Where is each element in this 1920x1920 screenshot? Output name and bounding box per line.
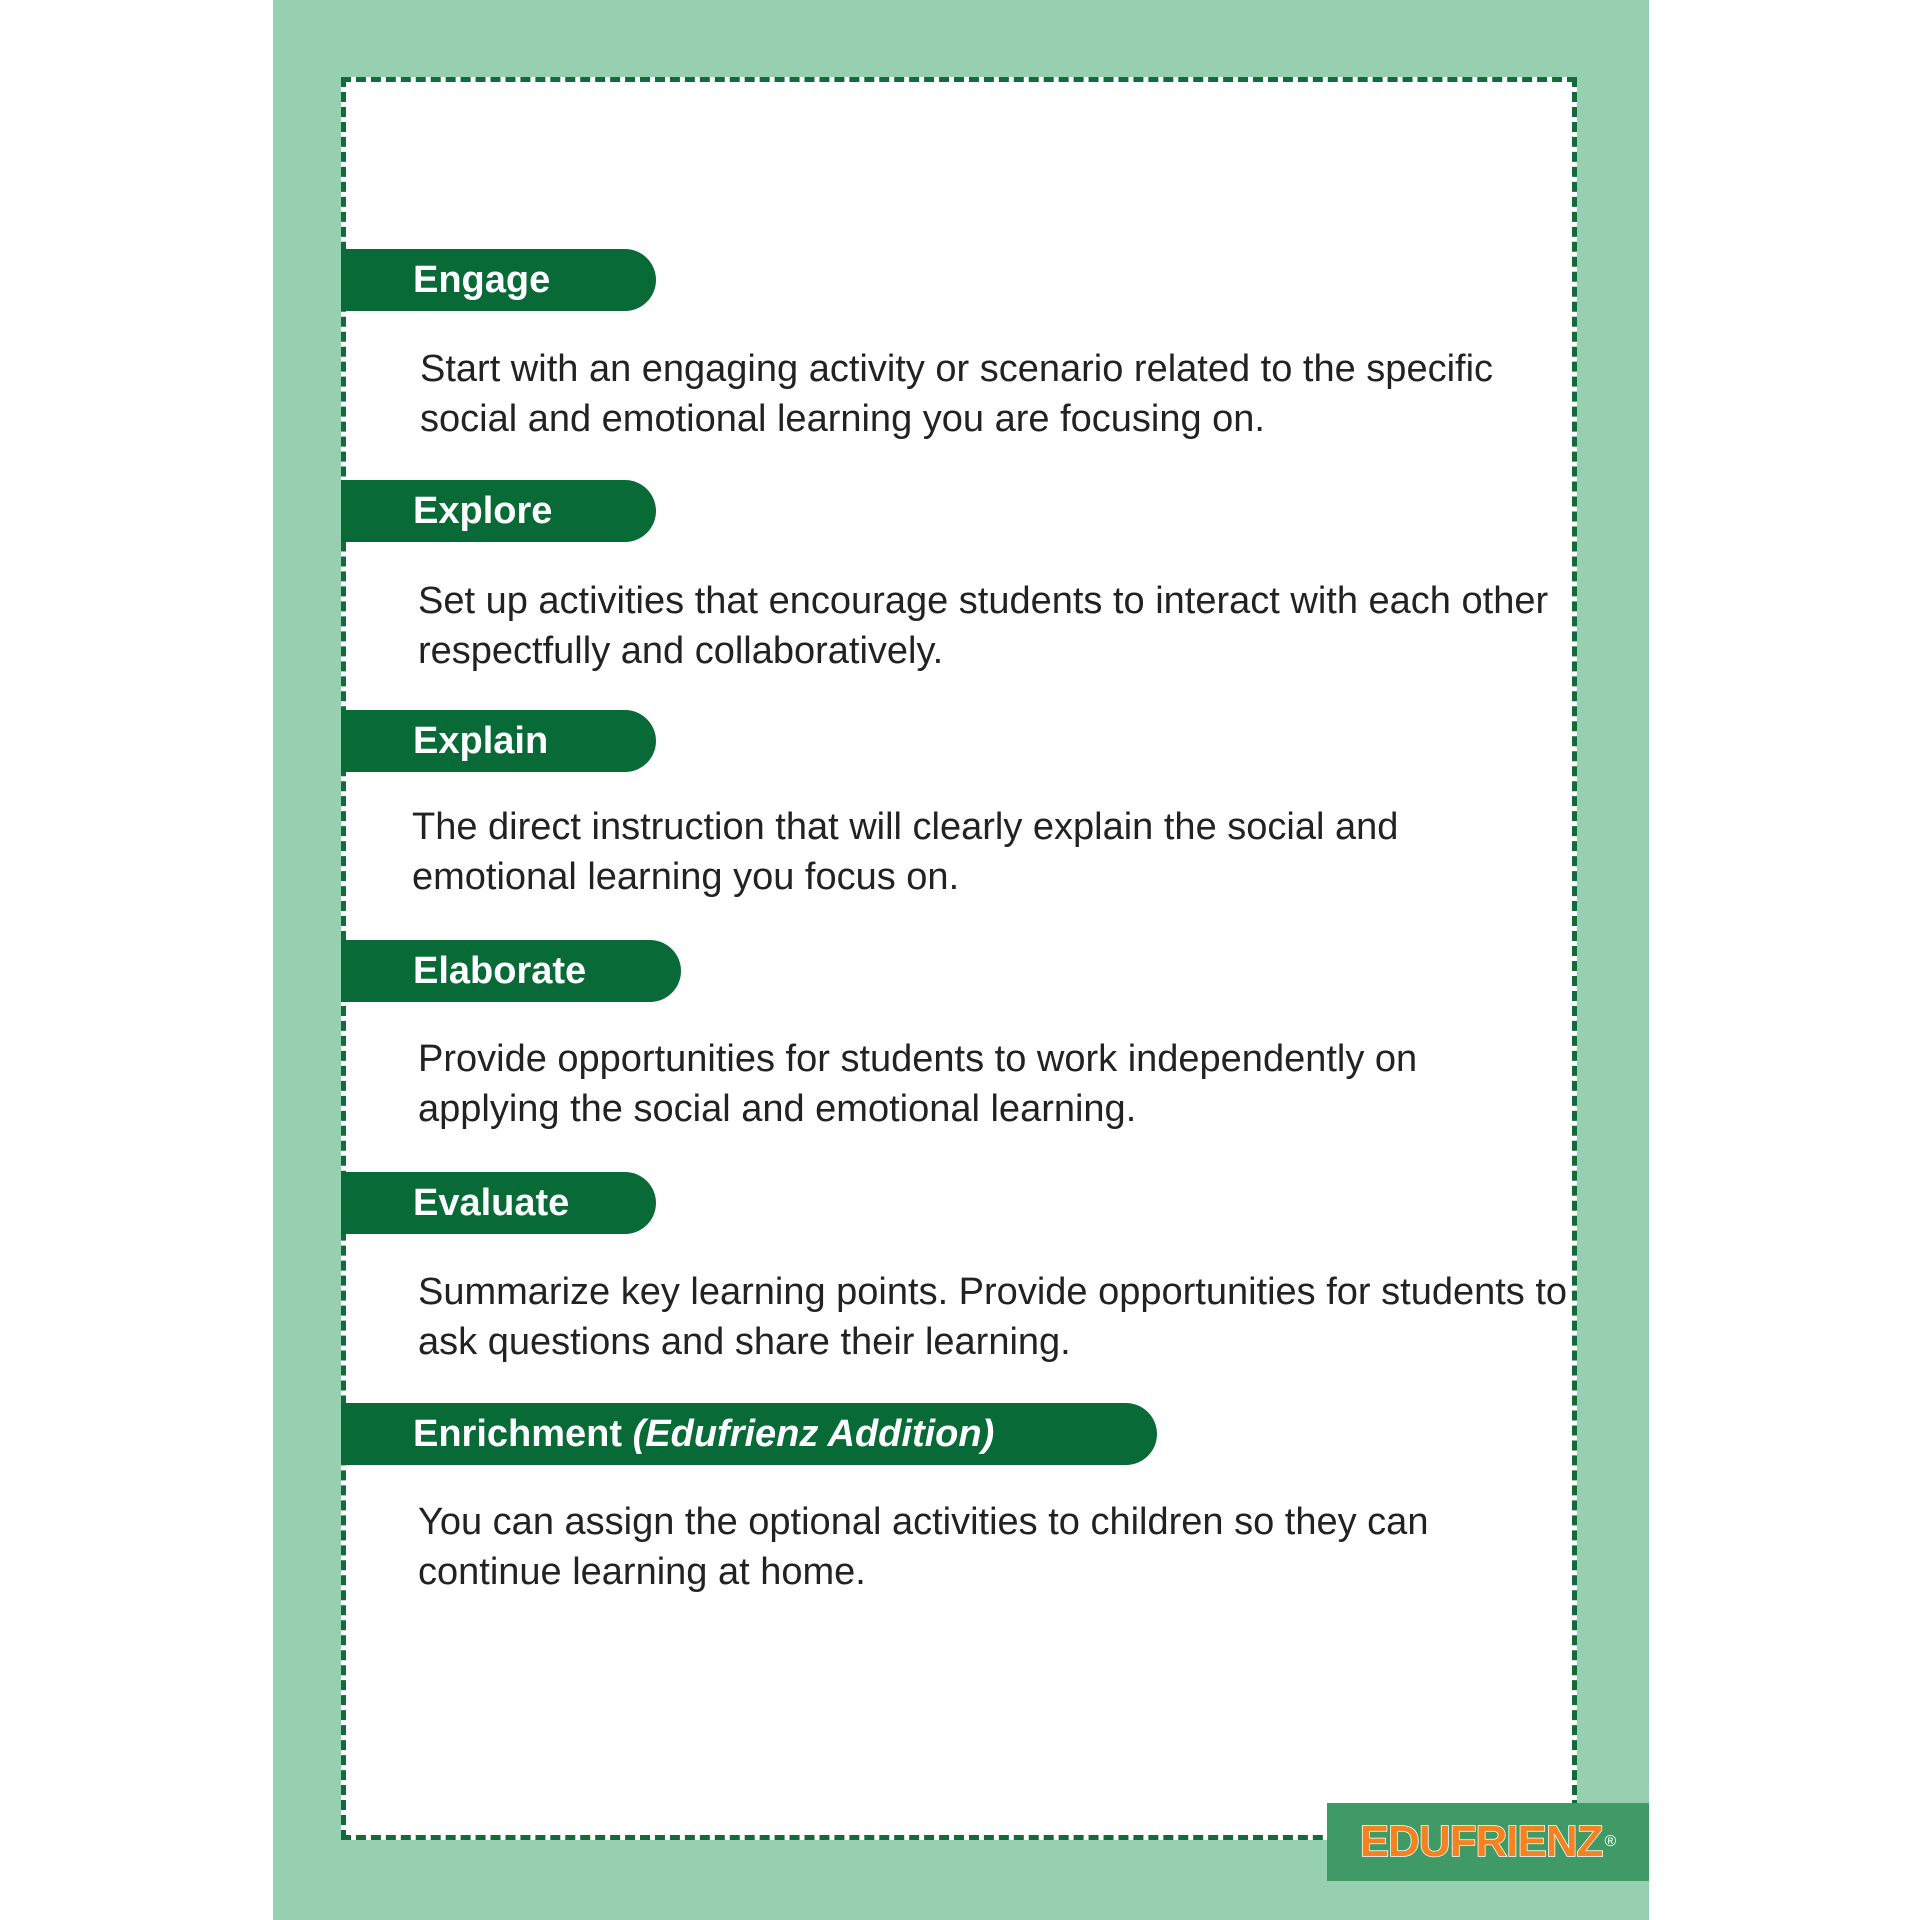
registered-mark: ® <box>1604 1833 1617 1850</box>
heading-label: Explain <box>413 720 549 762</box>
heading-engage <box>341 249 656 311</box>
description-explore: Set up activities that encourage students to interact with each other respectfully and collaboratively. <box>418 580 1549 672</box>
description-evaluate: Summarize key learning points. Provide opportunities for students to ask questions and share their learning. <box>418 1271 1568 1363</box>
heading-label: Engage <box>413 259 551 301</box>
heading-evaluate <box>341 1172 656 1234</box>
heading-label: Enrichment <box>413 1413 623 1455</box>
heading-elaborate <box>341 940 681 1002</box>
heading-label: Evaluate <box>413 1182 570 1224</box>
heading-label: Explore <box>413 490 553 532</box>
heading-enrichment <box>341 1403 1157 1465</box>
edufrienz-logo <box>1327 1803 1649 1881</box>
heading-label: Elaborate <box>413 950 587 992</box>
description-engage: Start with an engaging activity or scenario related to the specific social and emotional learning you are focusing on. <box>420 348 1494 440</box>
heading-explain <box>341 710 656 772</box>
description-enrichment: You can assign the optional activities to children so they can continue learning at home. <box>418 1501 1429 1593</box>
logo-text: EDUFRIENZ <box>1359 1817 1603 1866</box>
description-elaborate: Provide opportunities for students to work independently on applying the social and emotional learning. <box>418 1038 1418 1130</box>
heading-note: (Edufrienz Addition) <box>632 1413 995 1455</box>
description-explain: The direct instruction that will clearly explain the social and emotional learning you focus on. <box>412 806 1399 898</box>
heading-explore <box>341 480 656 542</box>
